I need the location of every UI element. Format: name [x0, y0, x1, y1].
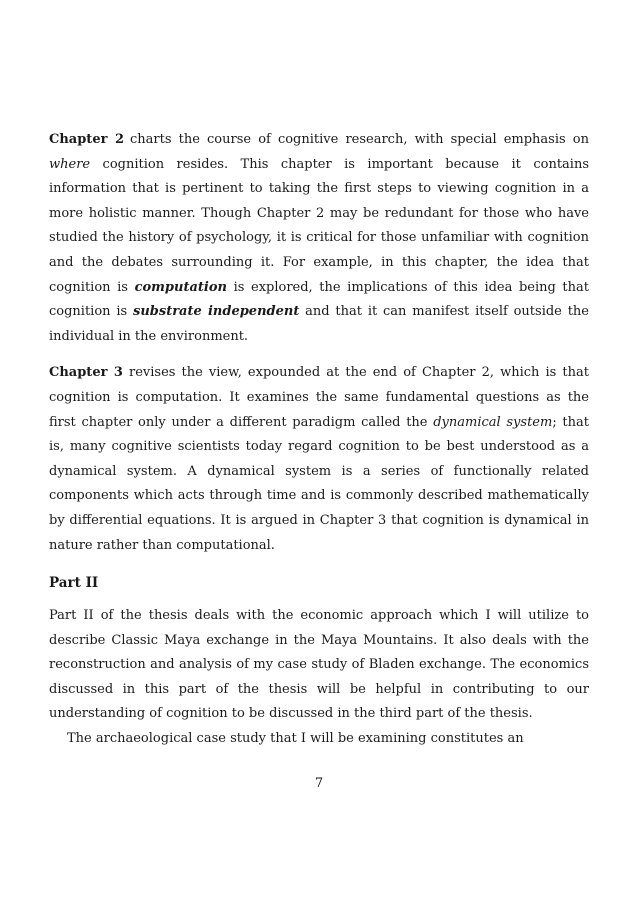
part-ii-paragraph: Part II of the thesis deals with the economic approach which I will utilize to describe Classic Maya exchange in the Maya Mountains. It also deals with the reconstruction and analysis of my case study of Bladen exchange. The economics discussed in this part of the thesis will be helpful in contributing to our understanding of cognition to be discussed in the third part of the thesis.: [49, 608, 589, 722]
emphasis-where: where: [49, 156, 91, 172]
case-study-paragraph: The archaeological case study that I will be examining constitutes an: [67, 731, 524, 747]
chapter-3-heading: Chapter 3: [49, 365, 123, 381]
chapter-3-text-2: ; that is, many cognitive scientists today regard cognition to be best understood as a dynamical system. A dynamical system is a series of functionally related components which acts through time and is commonly described mathematically by differential equations. It is argued in Chapter 3 that cognition is dynamical in nature rather than computational.: [49, 414, 589, 553]
chapter-3-text-1: revises the view, expounded at the end of Chapter 2, which is that cognition is computation. It examines the same fundamental questions as the first chapter only under a different paradigm called the: [49, 365, 590, 430]
term-substrate-independent: substrate independent: [133, 304, 300, 320]
term-computation: computation: [134, 279, 227, 295]
chapter-2-text-4: and that it can manifest itself outside the individual in the environment.: [49, 304, 589, 344]
chapter-2-text-3: is explored, the implications of this idea being that cognition is: [49, 279, 589, 320]
page-number: 7: [314, 776, 324, 791]
page-body: [49, 128, 589, 752]
chapter-2-text-2: cognition resides. This chapter is important because it contains information that is pertinent to taking the first steps to viewing cognition in a more holistic manner. Though Chapter 2 may be redundant for those who have studied the history of psychology, it is critical for those unfamiliar with cognition and the debates surrounding it. For example, in this chapter, the idea that cognition is: [49, 156, 589, 295]
chapter-2-paragraph: [49, 128, 589, 349]
chapter-3-paragraph: [49, 361, 589, 558]
chapter-2-heading: Chapter 2: [49, 132, 124, 147]
part-ii-heading: Part II: [49, 575, 99, 592]
chapter-2-text-1: charts the course of cognitive research, with special emphasis on: [130, 132, 589, 147]
term-dynamical-system: dynamical system: [433, 414, 553, 430]
